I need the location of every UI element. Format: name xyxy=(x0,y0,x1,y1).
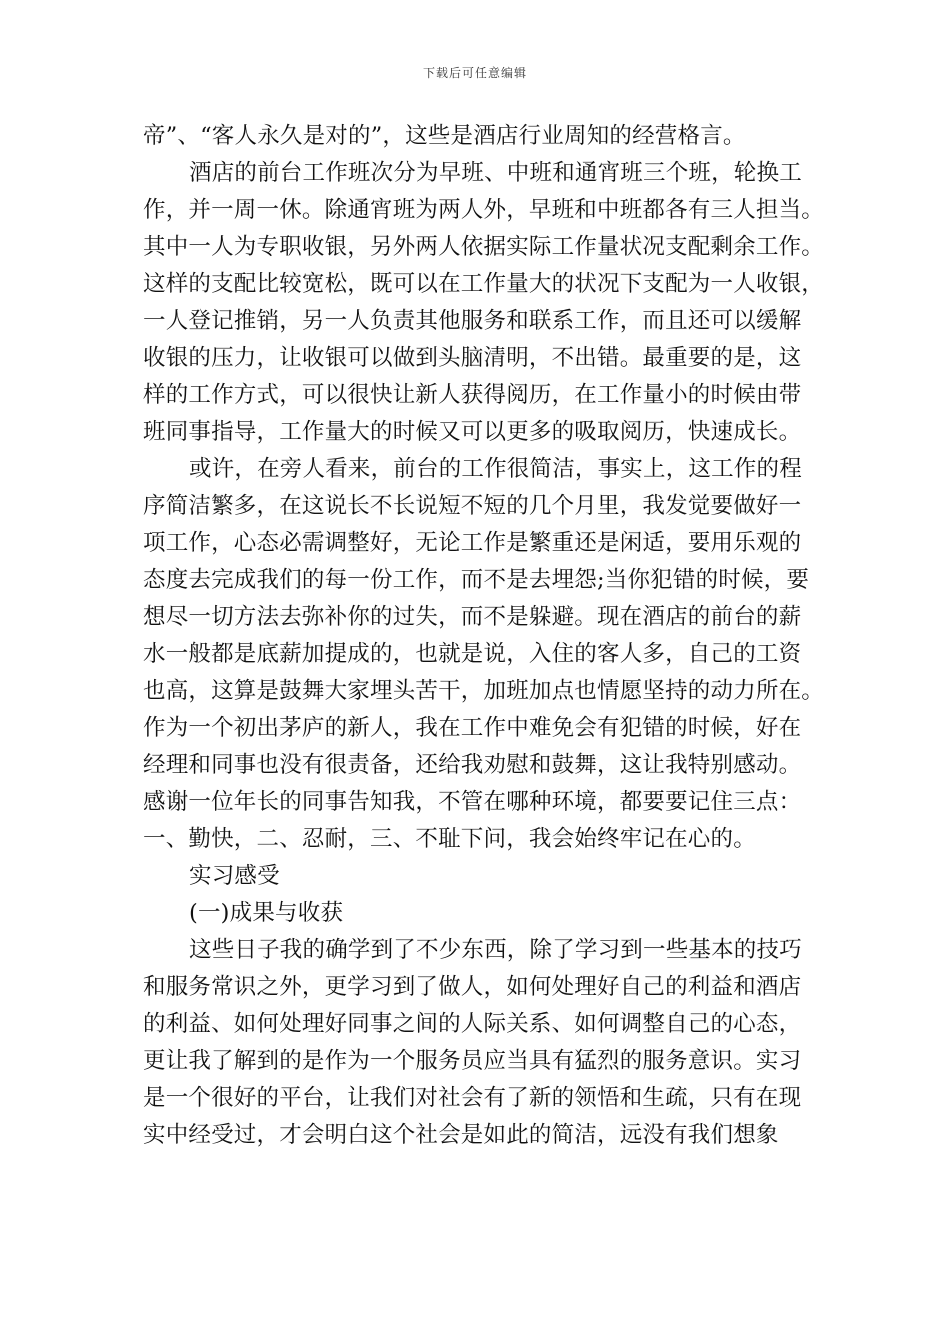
text-line: 态度去完成我们的每一份工作，而不是去埋怨;当你犯错的时候，要 xyxy=(143,567,810,593)
text-line: 经理和同事也没有很责备，还给我劝慰和鼓舞，这让我特别感动。 xyxy=(143,752,802,778)
text-line: 样的工作方式，可以很快让新人获得阅历，在工作量小的时候由带 xyxy=(143,382,802,408)
text-line: 也高，这算是鼓舞大家埋头苦干，加班加点也情愿坚持的动力所在。 xyxy=(143,678,825,704)
text-line: 收银的压力，让收银可以做到头脑清明，不出错。最重要的是，这 xyxy=(143,345,802,371)
text-line: 一人登记推销，另一人负责其他服务和联系工作，而且还可以缓解 xyxy=(143,308,802,334)
text-line: 作，并一周一休。除通宵班为两人外，早班和中班都各有三人担当。 xyxy=(143,197,825,223)
text-line: 更让我了解到的是作为一个服务员应当具有猛烈的服务意识。实习 xyxy=(143,1048,802,1074)
text-line: 这样的支配比较宽松，既可以在工作量大的状况下支配为一人收银， xyxy=(143,271,825,297)
text-line: 实中经受过，才会明白这个社会是如此的简洁，远没有我们想象 xyxy=(143,1122,779,1148)
text-line: 这些日子我的确学到了不少东西，除了学习到一些基本的技巧 xyxy=(189,937,802,963)
document-body xyxy=(143,118,823,1154)
text-line: 是一个很好的平台，让我们对社会有了新的领悟和生疏，只有在现 xyxy=(143,1085,802,1111)
text-line: 班同事指导，工作量大的时候又可以更多的吸取阅历，快速成长。 xyxy=(143,419,802,445)
text-line: 想尽一切方法去弥补你的过失，而不是躲避。现在酒店的前台的薪 xyxy=(143,604,802,630)
text-line: 或许，在旁人看来，前台的工作很简洁，事实上，这工作的程 xyxy=(189,456,802,482)
text-line: 帝”、“客人永久是对的”，这些是酒店行业周知的经营格言。 xyxy=(143,123,746,149)
text-line: 酒店的前台工作班次分为早班、中班和通宵班三个班，轮换工 xyxy=(189,160,802,186)
section-heading: 实习感受 xyxy=(189,863,280,889)
text-line: 序简洁繁多，在这说长不长说短不短的几个月里，我发觉要做好一 xyxy=(143,493,802,519)
text-line: 水一般都是底薪加提成的，也就是说，入住的客人多，自己的工资 xyxy=(143,641,802,667)
text-line: 和服务常识之外，更学习到了做人，如何处理好自己的利益和酒店 xyxy=(143,974,802,1000)
subsection-heading: (一)成果与收获 xyxy=(189,900,344,926)
text-line: 的利益、如何处理好同事之间的人际关系、如何调整自己的心态， xyxy=(143,1011,802,1037)
text-line: 感谢一位年长的同事告知我，不管在哪种环境，都要要记住三点： xyxy=(143,789,802,815)
page-header: 下载后可任意编辑 xyxy=(422,66,527,80)
text-line: 项工作，心态必需调整好，无论工作是繁重还是闲适，要用乐观的 xyxy=(143,530,802,556)
text-line: 一、勤快，二、忍耐，三、不耻下问，我会始终牢记在心的。 xyxy=(143,826,756,852)
text-line: 作为一个初出茅庐的新人，我在工作中难免会有犯错的时候，好在 xyxy=(143,715,802,741)
text-line: 其中一人为专职收银，另外两人依据实际工作量状况支配剩余工作。 xyxy=(143,234,825,260)
